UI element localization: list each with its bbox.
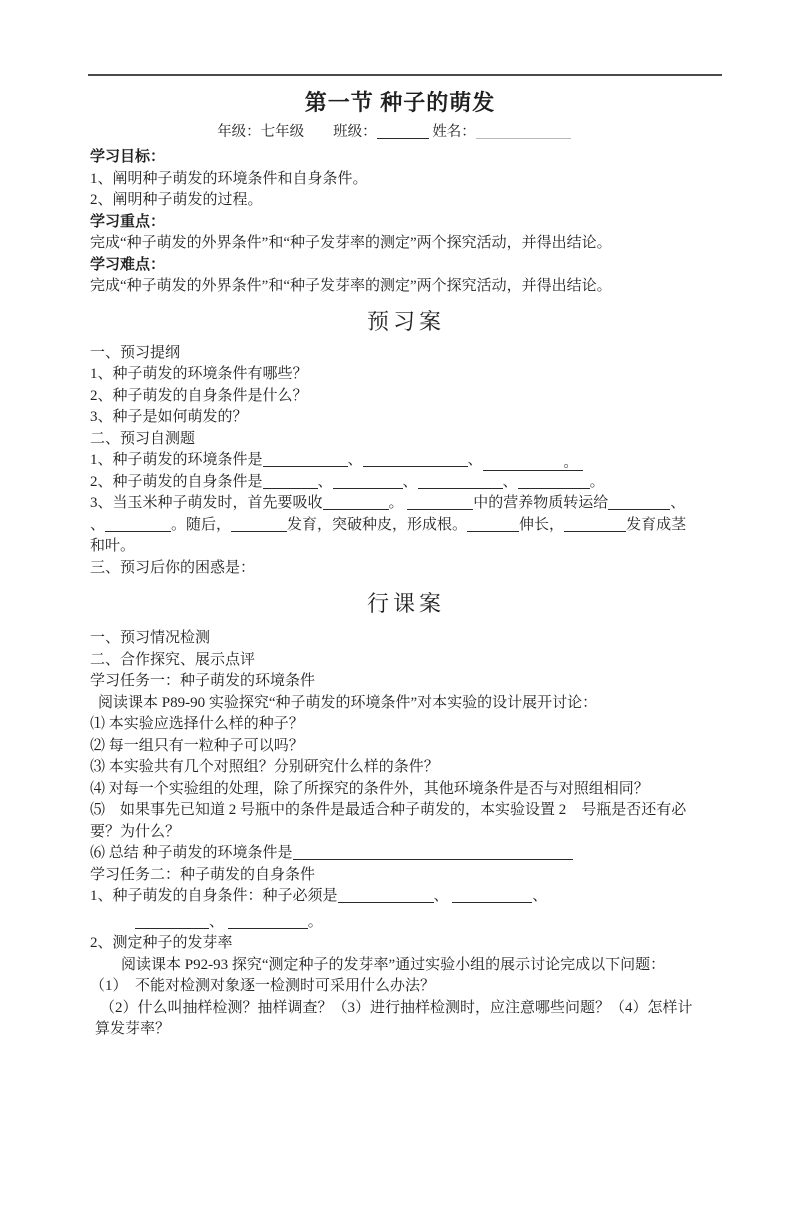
text-run: 3、当玉米种子萌发时，首先要吸收 <box>90 495 323 511</box>
blank-field <box>363 452 468 467</box>
text-run: 、 <box>90 516 106 533</box>
label-learning-difficulty <box>90 255 722 277</box>
text-line <box>90 364 722 386</box>
text-line <box>90 628 722 650</box>
text-run: 2、测定种子的发芽率 <box>90 935 233 951</box>
text-run: （1） 不能对检测对象逐一检测时可采用什么办法？ <box>90 978 436 994</box>
text-line <box>90 976 722 998</box>
text-line <box>90 886 722 908</box>
text-run: 发育成茎 <box>626 516 687 533</box>
blank-field <box>377 124 429 139</box>
blank-field <box>323 495 389 510</box>
text-run: 1、种子萌发的自身条件：种子必须是 <box>90 888 338 904</box>
text-line <box>90 276 722 298</box>
text-run: 学习目标： <box>90 149 166 165</box>
text-line <box>90 472 722 494</box>
text-run: 2、种子萌发的自身条件是什么？ <box>90 387 308 404</box>
text-line <box>90 429 722 451</box>
task-one-title <box>90 671 722 693</box>
text-run: 行课案 <box>366 591 445 616</box>
text-line <box>90 1019 722 1041</box>
text-line <box>90 714 722 736</box>
text-line <box>90 493 722 515</box>
text-run: 学习难点： <box>90 256 166 273</box>
worksheet-page <box>0 74 800 1206</box>
text-line <box>90 693 722 715</box>
blank-field <box>293 845 573 860</box>
text-run: 。 <box>307 913 323 930</box>
section-heading-lesson <box>90 587 722 621</box>
text-line <box>90 933 722 955</box>
text-run: 学习任务二：种子萌发的自身条件 <box>90 866 316 883</box>
text-run: 年级：七年级 班级： <box>217 124 377 140</box>
blank-field <box>231 517 287 532</box>
text-run: 二、预习自测题 <box>90 430 196 447</box>
blank-field: 。 <box>483 456 583 471</box>
text-line <box>90 515 722 537</box>
text-run: ⑹ 总结 种子萌发的环境条件是 <box>90 845 293 861</box>
blank-field <box>333 474 403 489</box>
blank-field <box>338 888 434 903</box>
text-run: 、 <box>502 473 518 490</box>
text-run: 学习任务一：种子萌发的环境条件 <box>90 673 316 689</box>
text-run: 姓名： <box>428 124 476 140</box>
text-line <box>90 558 722 580</box>
text-line <box>90 650 722 672</box>
text-run: 预习案 <box>366 308 445 334</box>
blank-field <box>418 474 503 489</box>
blank-field <box>452 888 532 903</box>
text-run: （2）什么叫抽样检测？抽样调查？（3）进行抽样检测时，应注意哪些问题？（4）怎样计 <box>100 999 693 1016</box>
text-run: 完成“种子萌发的外界条件”和“种子发芽率的测定”两个探究活动，并得出结论。 <box>90 235 612 251</box>
text-run: 伸长， <box>519 516 565 533</box>
text-run: 一、预习情况检测 <box>90 630 211 646</box>
text-run: 和叶。 <box>90 538 136 554</box>
text-line <box>90 536 722 558</box>
text-line <box>90 407 722 429</box>
text-run: 完成“种子萌发的外界条件”和“种子发芽率的测定”两个探究活动，并得出结论。 <box>90 278 612 294</box>
text-run: 、 <box>209 913 228 930</box>
text-run: 发育，突破种皮，形成根。 <box>287 516 468 533</box>
text-run: 、 <box>532 888 548 904</box>
text-run: 3、种子是如何萌发的？ <box>90 409 248 425</box>
text-run: 要？为什么？ <box>90 823 181 840</box>
text-line <box>90 822 722 844</box>
text-run: ⑶ 本实验共有几个对照组？分别研究什么样的条件？ <box>90 759 439 775</box>
text-run: ⑸ 如果事先已知道 2 号瓶中的条件是最适合种子萌发的，本实验设置 2 号瓶是否还有必 <box>90 802 687 818</box>
blank-field <box>608 495 670 510</box>
text-run: 算发芽率？ <box>95 1021 171 1037</box>
text-run: 、 <box>433 888 453 904</box>
text-line <box>90 343 722 365</box>
text-run: 、 <box>670 495 686 511</box>
text-line <box>90 233 722 255</box>
text-run: 。 <box>589 473 605 490</box>
text-run: 阅读课本 P92-93 探究“测定种子的发芽率”通过实验小组的展示讨论完成以下问题： <box>121 956 666 973</box>
text-run: 1、种子萌发的环境条件有哪些？ <box>90 366 308 382</box>
text-line <box>90 800 722 822</box>
section-heading-preview <box>90 305 722 339</box>
text-line <box>90 955 722 977</box>
label-learning-goals <box>90 147 722 169</box>
label-learning-focus <box>90 212 722 234</box>
text-run: ⑴ 本实验应选择什么样的种子？ <box>90 716 304 732</box>
text-line <box>90 169 722 191</box>
text-run: ⑵ 每一组只有一粒种子可以吗？ <box>90 737 304 754</box>
text-run: 学习重点： <box>90 213 166 230</box>
page-title: 第一节 种子的萌发 <box>304 90 496 115</box>
blank-field <box>476 124 571 139</box>
text-run: 1、种子萌发的环境条件是 <box>90 452 263 468</box>
blank-field <box>518 474 590 489</box>
blank-field <box>407 495 473 510</box>
text-run: 三、预习后你的困惑是： <box>90 559 256 576</box>
blank-field <box>467 517 519 532</box>
text-run: 、 <box>347 452 363 468</box>
text-line <box>90 912 722 934</box>
text-run: 中的营养物质转运给 <box>473 495 609 511</box>
text-line <box>90 998 722 1020</box>
text-line <box>90 843 722 865</box>
text-run: 1、阐明种子萌发的环境条件和自身条件。 <box>90 170 368 187</box>
text-line <box>90 757 722 779</box>
text-line <box>90 736 722 758</box>
text-run: 一、预习提纲 <box>90 344 181 361</box>
text-line <box>90 450 722 472</box>
text-run: ⑷ 对每一个实验组的处理，除了所探究的条件外，其他环境条件是否与对照组相同？ <box>90 780 649 797</box>
blank-field <box>105 517 171 532</box>
text-run: 2、种子萌发的自身条件是 <box>90 473 263 490</box>
task-two-title <box>90 865 722 887</box>
text-line <box>90 190 722 212</box>
text-run: 。 <box>388 495 408 511</box>
text-run: 二、合作探究、展示点评 <box>90 651 256 668</box>
text-run: 、 <box>402 473 418 490</box>
blank-field <box>564 517 626 532</box>
text-run: 阅读课本 P89-90 实验探究“种子萌发的环境条件”对本实验的设计展开讨论： <box>98 694 598 711</box>
blank-field <box>263 452 348 467</box>
meta-line <box>78 122 710 142</box>
blank-field <box>135 914 209 929</box>
document-body <box>0 122 800 1041</box>
text-run: 、 <box>467 452 483 468</box>
text-line <box>90 386 722 408</box>
text-run: 、 <box>317 473 333 490</box>
blank-field <box>228 914 308 929</box>
blank-field <box>263 474 318 489</box>
top-rule <box>88 74 722 76</box>
text-run: 2、阐明种子萌发的过程。 <box>90 192 263 208</box>
text-run: 。随后， <box>171 516 232 533</box>
text-line <box>90 779 722 801</box>
